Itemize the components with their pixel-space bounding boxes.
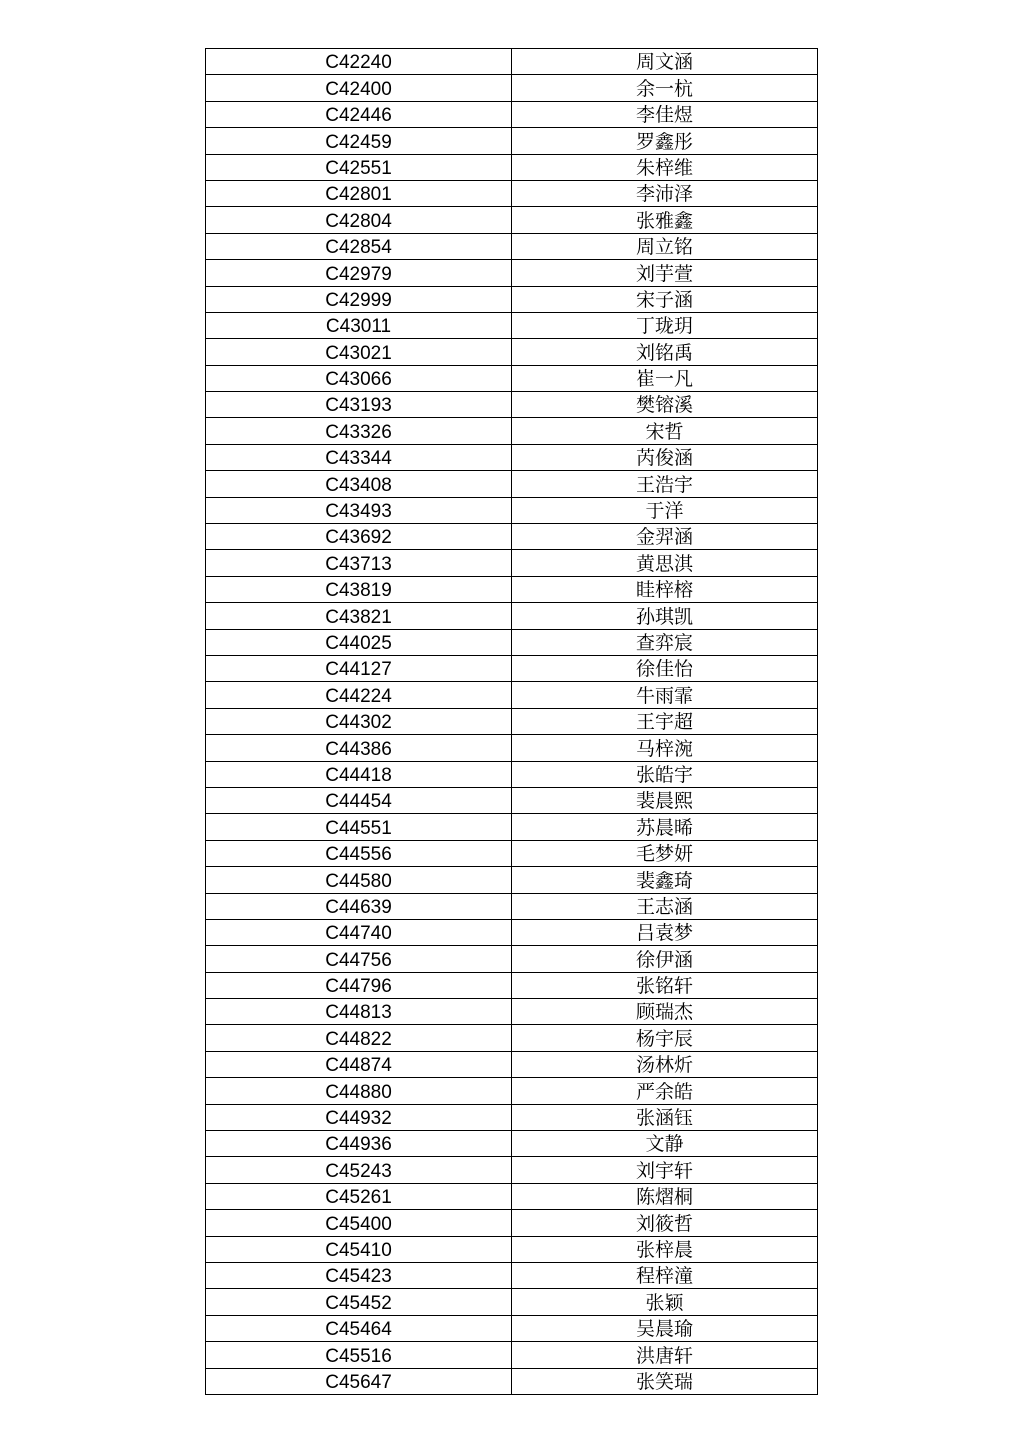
student-id-cell: C45261 <box>206 1183 512 1209</box>
student-id-cell: C42801 <box>206 180 512 206</box>
student-id-cell: C44874 <box>206 1051 512 1077</box>
table-row <box>206 49 818 75</box>
table-row <box>206 1262 818 1288</box>
table-row <box>206 260 818 286</box>
student-name-cell: 查弈宸 <box>512 629 818 655</box>
table-row <box>206 893 818 919</box>
table-row <box>206 1131 818 1157</box>
student-name-cell: 丁珑玥 <box>512 312 818 338</box>
student-id-cell: C44740 <box>206 919 512 945</box>
student-id-cell: C43713 <box>206 550 512 576</box>
table-row <box>206 576 818 602</box>
student-name-cell: 宋哲 <box>512 418 818 444</box>
student-id-cell: C45516 <box>206 1342 512 1368</box>
student-id-cell: C42459 <box>206 128 512 154</box>
table-row <box>206 1368 818 1394</box>
roster-sheet <box>205 48 817 1395</box>
student-id-cell: C45452 <box>206 1289 512 1315</box>
table-row <box>206 365 818 391</box>
table-row <box>206 1025 818 1051</box>
student-name-cell: 周立铭 <box>512 233 818 259</box>
student-name-cell: 眭梓榕 <box>512 576 818 602</box>
student-name-cell: 于洋 <box>512 497 818 523</box>
student-name-cell: 余一杭 <box>512 75 818 101</box>
table-row <box>206 444 818 470</box>
table-row <box>206 840 818 866</box>
table-row <box>206 1210 818 1236</box>
student-name-cell: 严余皓 <box>512 1078 818 1104</box>
student-id-cell: C42551 <box>206 154 512 180</box>
student-name-cell: 徐伊涵 <box>512 946 818 972</box>
student-name-cell: 刘宇轩 <box>512 1157 818 1183</box>
table-row <box>206 180 818 206</box>
student-id-cell: C44556 <box>206 840 512 866</box>
table-row <box>206 233 818 259</box>
table-row <box>206 418 818 444</box>
student-name-cell: 王浩宇 <box>512 471 818 497</box>
student-id-cell: C45243 <box>206 1157 512 1183</box>
roster-table <box>205 48 818 1395</box>
student-id-cell: C44756 <box>206 946 512 972</box>
table-row <box>206 1315 818 1341</box>
student-id-cell: C43821 <box>206 603 512 629</box>
student-id-cell: C44551 <box>206 814 512 840</box>
student-id-cell: C42446 <box>206 101 512 127</box>
table-row <box>206 603 818 629</box>
table-row <box>206 1157 818 1183</box>
table-row <box>206 1104 818 1130</box>
student-name-cell: 牛雨霏 <box>512 682 818 708</box>
table-row <box>206 735 818 761</box>
student-name-cell: 宋子涵 <box>512 286 818 312</box>
student-id-cell: C44813 <box>206 999 512 1025</box>
student-id-cell: C44302 <box>206 708 512 734</box>
table-row <box>206 286 818 312</box>
student-name-cell: 吴晨瑜 <box>512 1315 818 1341</box>
student-id-cell: C44127 <box>206 655 512 681</box>
table-row <box>206 1051 818 1077</box>
table-row <box>206 814 818 840</box>
student-name-cell: 孙琪凯 <box>512 603 818 629</box>
student-id-cell: C43066 <box>206 365 512 391</box>
student-name-cell: 张雅鑫 <box>512 207 818 233</box>
student-name-cell: 刘芋萱 <box>512 260 818 286</box>
table-row <box>206 1183 818 1209</box>
student-id-cell: C44025 <box>206 629 512 655</box>
student-name-cell: 李沛泽 <box>512 180 818 206</box>
student-id-cell: C44796 <box>206 972 512 998</box>
roster-table-body <box>206 49 818 1395</box>
table-row <box>206 497 818 523</box>
student-name-cell: 汤林炘 <box>512 1051 818 1077</box>
student-name-cell: 芮俊涵 <box>512 444 818 470</box>
table-row <box>206 101 818 127</box>
student-id-cell: C43493 <box>206 497 512 523</box>
student-name-cell: 周文涵 <box>512 49 818 75</box>
student-id-cell: C44224 <box>206 682 512 708</box>
student-id-cell: C45423 <box>206 1262 512 1288</box>
student-name-cell: 樊镕溪 <box>512 392 818 418</box>
student-id-cell: C42400 <box>206 75 512 101</box>
table-row <box>206 312 818 338</box>
student-name-cell: 裴鑫琦 <box>512 867 818 893</box>
student-name-cell: 朱梓维 <box>512 154 818 180</box>
student-id-cell: C43344 <box>206 444 512 470</box>
student-id-cell: C43819 <box>206 576 512 602</box>
table-row <box>206 867 818 893</box>
student-id-cell: C43326 <box>206 418 512 444</box>
student-name-cell: 程梓潼 <box>512 1262 818 1288</box>
table-row <box>206 787 818 813</box>
student-id-cell: C45410 <box>206 1236 512 1262</box>
table-row <box>206 392 818 418</box>
student-id-cell: C44418 <box>206 761 512 787</box>
table-row <box>206 682 818 708</box>
student-name-cell: 刘铭禹 <box>512 339 818 365</box>
table-row <box>206 1078 818 1104</box>
student-name-cell: 吕袁梦 <box>512 919 818 945</box>
student-name-cell: 徐佳怡 <box>512 655 818 681</box>
table-row <box>206 972 818 998</box>
table-row <box>206 761 818 787</box>
student-id-cell: C42854 <box>206 233 512 259</box>
student-name-cell: 杨宇辰 <box>512 1025 818 1051</box>
student-name-cell: 裴晨熙 <box>512 787 818 813</box>
student-name-cell: 文静 <box>512 1131 818 1157</box>
student-id-cell: C44936 <box>206 1131 512 1157</box>
student-name-cell: 张颖 <box>512 1289 818 1315</box>
table-row <box>206 629 818 655</box>
student-id-cell: C42804 <box>206 207 512 233</box>
student-name-cell: 苏晨晞 <box>512 814 818 840</box>
student-id-cell: C45647 <box>206 1368 512 1394</box>
table-row <box>206 999 818 1025</box>
student-id-cell: C43692 <box>206 524 512 550</box>
student-id-cell: C43021 <box>206 339 512 365</box>
student-id-cell: C44580 <box>206 867 512 893</box>
student-name-cell: 王宇超 <box>512 708 818 734</box>
student-name-cell: 张涵钰 <box>512 1104 818 1130</box>
student-name-cell: 张皓宇 <box>512 761 818 787</box>
table-row <box>206 550 818 576</box>
table-row <box>206 524 818 550</box>
student-name-cell: 黄思淇 <box>512 550 818 576</box>
table-row <box>206 919 818 945</box>
table-row <box>206 708 818 734</box>
student-name-cell: 刘筱哲 <box>512 1210 818 1236</box>
student-id-cell: C44932 <box>206 1104 512 1130</box>
student-name-cell: 顾瑞杰 <box>512 999 818 1025</box>
student-id-cell: C44386 <box>206 735 512 761</box>
student-id-cell: C42999 <box>206 286 512 312</box>
student-name-cell: 洪唐轩 <box>512 1342 818 1368</box>
table-row <box>206 207 818 233</box>
student-id-cell: C45464 <box>206 1315 512 1341</box>
table-row <box>206 128 818 154</box>
student-name-cell: 张梓晨 <box>512 1236 818 1262</box>
table-row <box>206 946 818 972</box>
student-name-cell: 王志涵 <box>512 893 818 919</box>
table-row <box>206 75 818 101</box>
student-id-cell: C44822 <box>206 1025 512 1051</box>
table-row <box>206 154 818 180</box>
student-id-cell: C43193 <box>206 392 512 418</box>
student-id-cell: C43408 <box>206 471 512 497</box>
student-id-cell: C44880 <box>206 1078 512 1104</box>
student-name-cell: 马梓涴 <box>512 735 818 761</box>
table-row <box>206 471 818 497</box>
table-row <box>206 1236 818 1262</box>
student-name-cell: 金羿涵 <box>512 524 818 550</box>
table-row <box>206 655 818 681</box>
student-name-cell: 罗鑫彤 <box>512 128 818 154</box>
student-id-cell: C45400 <box>206 1210 512 1236</box>
student-id-cell: C42240 <box>206 49 512 75</box>
student-name-cell: 陈熠桐 <box>512 1183 818 1209</box>
student-id-cell: C42979 <box>206 260 512 286</box>
student-name-cell: 崔一凡 <box>512 365 818 391</box>
student-name-cell: 张铭轩 <box>512 972 818 998</box>
student-id-cell: C43011 <box>206 312 512 338</box>
table-row <box>206 339 818 365</box>
student-name-cell: 张笑瑞 <box>512 1368 818 1394</box>
table-row <box>206 1342 818 1368</box>
student-name-cell: 李佳煜 <box>512 101 818 127</box>
student-id-cell: C44454 <box>206 787 512 813</box>
student-id-cell: C44639 <box>206 893 512 919</box>
table-row <box>206 1289 818 1315</box>
student-name-cell: 毛梦妍 <box>512 840 818 866</box>
